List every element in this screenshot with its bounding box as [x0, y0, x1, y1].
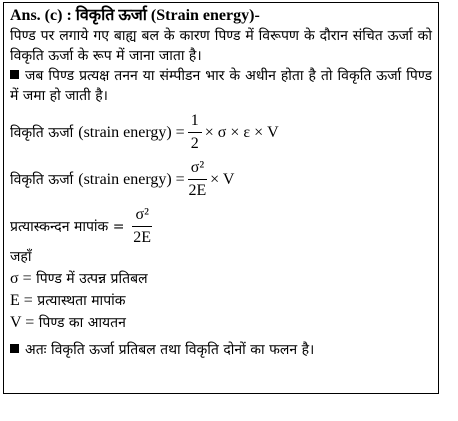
definition-v-symbol: V = — [10, 314, 35, 331]
answer-box — [3, 2, 439, 394]
definition-v — [10, 312, 432, 334]
eq3-fraction — [132, 206, 151, 247]
bullet-1-text: जब पिण्ड प्रत्यक्ष तनन या संम्पीडन भार के अधीन होता है तो विकृति ऊर्जा पिण्ड में जमा हो जाती है। — [10, 68, 432, 104]
bullet-paragraph-1 — [10, 66, 432, 106]
bullet-2-text: अतः विकृति ऊर्जा प्रतिबल तथा विकृति दोनों का फलन है। — [25, 342, 315, 358]
definition-v-text: पिण्ड का आयतन — [38, 315, 126, 331]
answer-heading: Ans. (c) : विकृति ऊर्जा (Strain energy)- — [10, 7, 260, 24]
definition-sigma-text: पिण्ड में उत्पन्न प्रतिबल — [36, 271, 148, 287]
eq1-denominator: 2 — [190, 135, 199, 152]
equation-2 — [10, 159, 432, 200]
definition-e-text: प्रत्यास्थता मापांक — [37, 293, 126, 309]
definition-sigma — [10, 268, 432, 290]
square-bullet-icon — [10, 70, 19, 79]
eq3-lhs: प्रत्यास्कन्दन मापांक = — [10, 219, 125, 235]
eq2-fraction — [188, 159, 207, 200]
eq1-paren: (strain energy) = — [78, 123, 185, 141]
definition-sigma-symbol: σ = — [10, 270, 32, 287]
intro-paragraph: पिण्ड पर लगाये गए बाह्य बल के कारण पिण्ड में विरूपण के दौरान संचित ऊर्जा को विकृति ऊर्जा के रूप में जाना जाता है। — [10, 28, 432, 64]
eq2-paren: (strain energy) = — [78, 170, 185, 188]
eq2-lhs: विकृति ऊर्जा — [10, 172, 74, 188]
eq3-denominator: 2E — [133, 229, 152, 246]
bullet-paragraph-2 — [10, 340, 432, 360]
eq2-denominator: 2E — [188, 182, 207, 199]
definition-e-symbol: E = — [10, 292, 33, 309]
eq1-lhs: विकृति ऊर्जा — [10, 125, 74, 141]
equation-3 — [10, 206, 432, 247]
definition-e — [10, 290, 432, 312]
eq3-numerator: σ² — [132, 206, 151, 227]
eq2-numerator: σ² — [188, 159, 207, 180]
equation-1 — [10, 112, 432, 153]
where-label: जहाँ — [10, 249, 32, 265]
square-bullet-icon — [10, 344, 19, 353]
eq2-rest: × V — [210, 170, 235, 188]
eq1-numerator: 1 — [188, 112, 202, 133]
eq1-rest: × σ × ε × V — [204, 123, 279, 141]
eq1-fraction — [188, 112, 202, 153]
